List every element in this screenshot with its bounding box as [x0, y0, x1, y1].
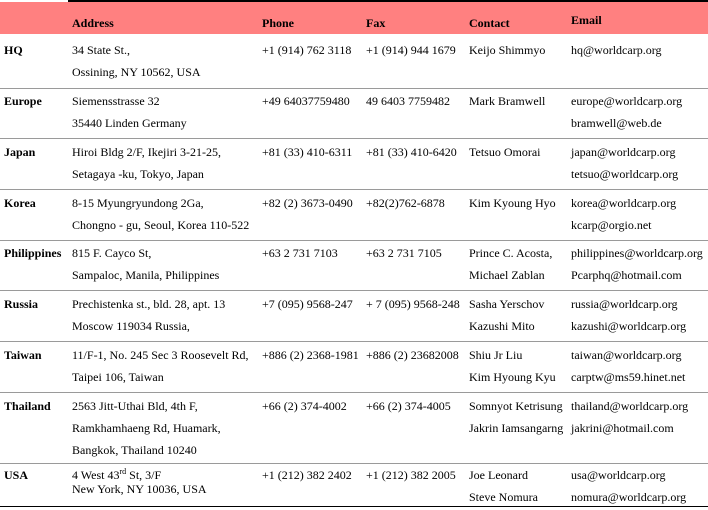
- address-line: 815 F. Cayco St,: [72, 246, 152, 260]
- contact-name: Joe Leonard: [469, 468, 528, 482]
- header-fax: Fax: [366, 16, 386, 30]
- email-link[interactable]: nomura@worldcarp.org: [571, 490, 687, 504]
- fax-number: 49 6403 7759482: [366, 94, 450, 108]
- address-line: Bangkok, Thailand 10240: [72, 443, 197, 457]
- fax-number: +886 (2) 23682008: [366, 348, 459, 362]
- row-divider: [0, 463, 708, 464]
- email-link[interactable]: jakrini@hotmail.com: [571, 421, 674, 435]
- email-link[interactable]: usa@worldcarp.org: [571, 468, 666, 482]
- row-divider: [0, 341, 708, 342]
- region-label: Europe: [4, 94, 42, 108]
- email-link[interactable]: philippines@worldcarp.org: [571, 246, 703, 260]
- header-email: Email: [571, 13, 602, 27]
- address-line: Setagaya -ku, Tokyo, Japan: [72, 167, 204, 181]
- contact-name: Kim Kyoung Hyo: [469, 196, 556, 210]
- table-bottom-rule: [0, 506, 708, 507]
- address-line: 11/F-1, No. 245 Sec 3 Roosevelt Rd,: [72, 348, 249, 362]
- email-link[interactable]: kazushi@worldcarp.org: [571, 319, 687, 333]
- address-line: Taipei 106, Taiwan: [72, 370, 164, 384]
- phone-number: +63 2 731 7103: [262, 246, 338, 260]
- email-link[interactable]: bramwell@web.de: [571, 116, 662, 130]
- fax-number: +1 (212) 382 2005: [366, 468, 456, 482]
- contact-name: Kazushi Mito: [469, 319, 535, 333]
- table-header-row: [0, 2, 708, 34]
- email-link[interactable]: korea@worldcarp.org: [571, 196, 677, 210]
- header-address: Address: [72, 16, 114, 30]
- address-line: New York, NY 10036, USA: [72, 482, 207, 496]
- row-divider: [0, 189, 708, 190]
- contact-name: Steve Nomura: [469, 490, 538, 504]
- email-link[interactable]: Pcarphq@hotmail.com: [571, 268, 682, 282]
- fax-number: +63 2 731 7105: [366, 246, 442, 260]
- row-divider: [0, 138, 708, 139]
- row-divider: [0, 290, 708, 291]
- contact-name: Mark Bramwell: [469, 94, 546, 108]
- region-label: Japan: [4, 145, 36, 159]
- row-divider: [0, 88, 708, 89]
- fax-number: + 7 (095) 9568-248: [366, 297, 460, 311]
- phone-number: +66 (2) 374-4002: [262, 399, 347, 413]
- email-link[interactable]: russia@worldcarp.org: [571, 297, 678, 311]
- email-link[interactable]: carptw@ms59.hinet.net: [571, 370, 686, 384]
- header-contact: Contact: [469, 16, 510, 30]
- contact-name: Jakrin Iamsangarng: [469, 421, 564, 435]
- phone-number: +7 (095) 9568-247: [262, 297, 353, 311]
- address-line: Siemensstrasse 32: [72, 94, 160, 108]
- address-line: Moscow 119034 Russia,: [72, 319, 190, 333]
- phone-number: +1 (914) 762 3118: [262, 43, 352, 57]
- email-link[interactable]: japan@worldcarp.org: [571, 145, 676, 159]
- email-link[interactable]: taiwan@worldcarp.org: [571, 348, 682, 362]
- phone-number: +81 (33) 410-6311: [262, 145, 353, 159]
- region-label: Taiwan: [4, 348, 42, 362]
- contact-name: Sasha Yerschov: [469, 297, 545, 311]
- region-label: USA: [4, 468, 29, 482]
- phone-number: +1 (212) 382 2402: [262, 468, 352, 482]
- phone-number: +82 (2) 3673-0490: [262, 196, 353, 210]
- region-label: Russia: [4, 297, 39, 311]
- region-label: Philippines: [4, 246, 62, 260]
- fax-number: +82(2)762-6878: [366, 196, 445, 210]
- fax-number: +81 (33) 410-6420: [366, 145, 457, 159]
- address-line: Sampaloc, Manila, Philippines: [72, 268, 220, 282]
- contact-name: Tetsuo Omorai: [469, 145, 541, 159]
- row-divider: [0, 240, 708, 241]
- fax-number: +66 (2) 374-4005: [366, 399, 451, 413]
- fax-number: +1 (914) 944 1679: [366, 43, 456, 57]
- email-link[interactable]: hq@worldcarp.org: [571, 43, 662, 57]
- email-link[interactable]: tetsuo@worldcarp.org: [571, 167, 679, 181]
- address-line: 35440 Linden Germany: [72, 116, 187, 130]
- address-line: 8-15 Myungryundong 2Ga,: [72, 196, 204, 210]
- region-label: Korea: [4, 196, 36, 210]
- address-line: Ramkhamhaeng Rd, Huamark,: [72, 421, 221, 435]
- address-line: Prechistenka st., bld. 28, apt. 13: [72, 297, 226, 311]
- email-link[interactable]: kcarp@orgio.net: [571, 218, 652, 232]
- contact-name: Shiu Jr Liu: [469, 348, 523, 362]
- address-line: Chongno - gu, Seoul, Korea 110-522: [72, 218, 250, 232]
- contact-name: Keijo Shimmyo: [469, 43, 546, 57]
- contact-name: Kim Hyoung Kyu: [469, 370, 556, 384]
- contact-name: Prince C. Acosta,: [469, 246, 553, 260]
- address-line: 2563 Jitt-Uthai Bld, 4th F,: [72, 399, 198, 413]
- address-line: Ossining, NY 10562, USA: [72, 65, 201, 79]
- address-line: 4 West 43rd St, 3/F: [72, 467, 162, 482]
- phone-number: +886 (2) 2368-1981: [262, 348, 359, 362]
- email-link[interactable]: thailand@worldcarp.org: [571, 399, 689, 413]
- contact-name: Michael Zablan: [469, 268, 545, 282]
- header-phone: Phone: [262, 16, 295, 30]
- region-label: Thailand: [4, 399, 51, 413]
- email-link[interactable]: europe@worldcarp.org: [571, 94, 683, 108]
- contact-name: Somnyot Ketrisung: [469, 399, 563, 413]
- address-line: Hiroi Bldg 2/F, Ikejiri 3-21-25,: [72, 145, 222, 159]
- phone-number: +49 64037759480: [262, 94, 350, 108]
- region-label: HQ: [4, 43, 23, 57]
- address-line: 34 State St.,: [72, 43, 131, 57]
- row-divider: [0, 392, 708, 393]
